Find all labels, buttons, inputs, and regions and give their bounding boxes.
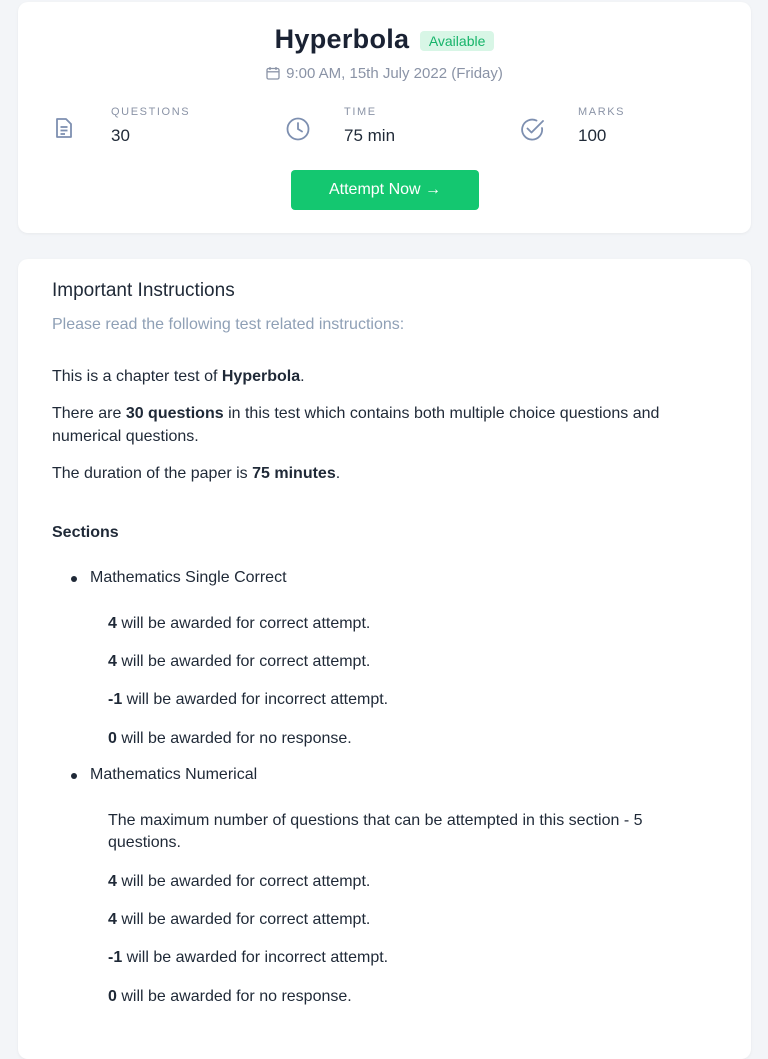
questions-paragraph bbox=[52, 402, 692, 448]
rule-text: will be awarded for incorrect attempt. bbox=[122, 949, 389, 966]
duration-end: . bbox=[335, 465, 341, 482]
marking-rule bbox=[108, 985, 352, 1008]
clock-icon bbox=[285, 116, 311, 142]
questions-count: 30 questions bbox=[125, 405, 224, 422]
time-value: 75 min bbox=[344, 126, 396, 145]
marking-rule bbox=[108, 650, 370, 673]
instructions-subheading: Please read the following test related instructions: bbox=[52, 316, 405, 333]
rule-value: -1 bbox=[108, 691, 123, 708]
chapter-text: This is a chapter test of bbox=[52, 368, 222, 385]
duration-paragraph bbox=[52, 462, 340, 485]
schedule-date bbox=[18, 65, 751, 82]
test-title: Hyperbola bbox=[274, 24, 410, 54]
rule-value: -1 bbox=[108, 949, 123, 966]
chapter-name: Hyperbola bbox=[221, 368, 301, 385]
questions-value: 30 bbox=[111, 126, 130, 145]
rule-value: 4 bbox=[108, 911, 117, 928]
title-row bbox=[18, 24, 751, 55]
calendar-icon bbox=[266, 66, 280, 80]
rule-value: 0 bbox=[108, 988, 117, 1005]
marking-rule bbox=[108, 688, 388, 711]
section-item: Mathematics Numerical bbox=[90, 766, 258, 783]
questions-label: QUESTIONS bbox=[111, 106, 191, 118]
date-text: 9:00 AM, 15th July 2022 (Friday) bbox=[286, 65, 503, 82]
marks-label: MARKS bbox=[578, 106, 626, 118]
rule-text: will be awarded for no response. bbox=[116, 988, 352, 1005]
instructions-card bbox=[18, 259, 751, 1059]
rule-value: 4 bbox=[108, 873, 117, 890]
marking-rule bbox=[108, 908, 370, 931]
duration-value: 75 minutes bbox=[252, 465, 336, 482]
rule-value: 4 bbox=[108, 653, 117, 670]
marking-rule bbox=[108, 727, 352, 750]
rule-value: 0 bbox=[108, 730, 117, 747]
sections-heading: Sections bbox=[52, 524, 119, 541]
questions-text-post: in this test which contains both multiple choice questions and numerical questions. bbox=[52, 405, 660, 445]
rule-text: will be awarded for correct attempt. bbox=[116, 873, 371, 890]
instructions-heading: Important Instructions bbox=[52, 280, 235, 301]
check-circle-icon bbox=[519, 116, 546, 143]
rule-text: will be awarded for correct attempt. bbox=[116, 615, 371, 632]
rule-text: will be awarded for incorrect attempt. bbox=[122, 691, 389, 708]
rule-text: will be awarded for no response. bbox=[116, 730, 352, 747]
test-summary-card bbox=[18, 2, 751, 233]
marks-value: 100 bbox=[578, 126, 607, 145]
chapter-end: . bbox=[300, 368, 305, 385]
section-note: The maximum number of questions that can be attempted in this section - 5 questions. bbox=[108, 812, 643, 851]
chapter-paragraph bbox=[52, 365, 305, 388]
marking-rule bbox=[108, 612, 370, 635]
section-item: Mathematics Single Correct bbox=[90, 569, 287, 586]
marking-rule bbox=[108, 870, 370, 893]
document-icon bbox=[52, 116, 76, 140]
rule-text: will be awarded for correct attempt. bbox=[116, 911, 371, 928]
status-badge: Available bbox=[420, 31, 495, 51]
time-label: TIME bbox=[344, 106, 377, 118]
rule-text: will be awarded for correct attempt. bbox=[116, 653, 371, 670]
questions-text-pre: There are bbox=[52, 405, 126, 422]
attempt-now-button[interactable]: Attempt Now → bbox=[291, 170, 479, 210]
duration-text: The duration of the paper is bbox=[52, 465, 253, 482]
rule-value: 4 bbox=[108, 615, 117, 632]
marking-rule bbox=[108, 946, 388, 969]
